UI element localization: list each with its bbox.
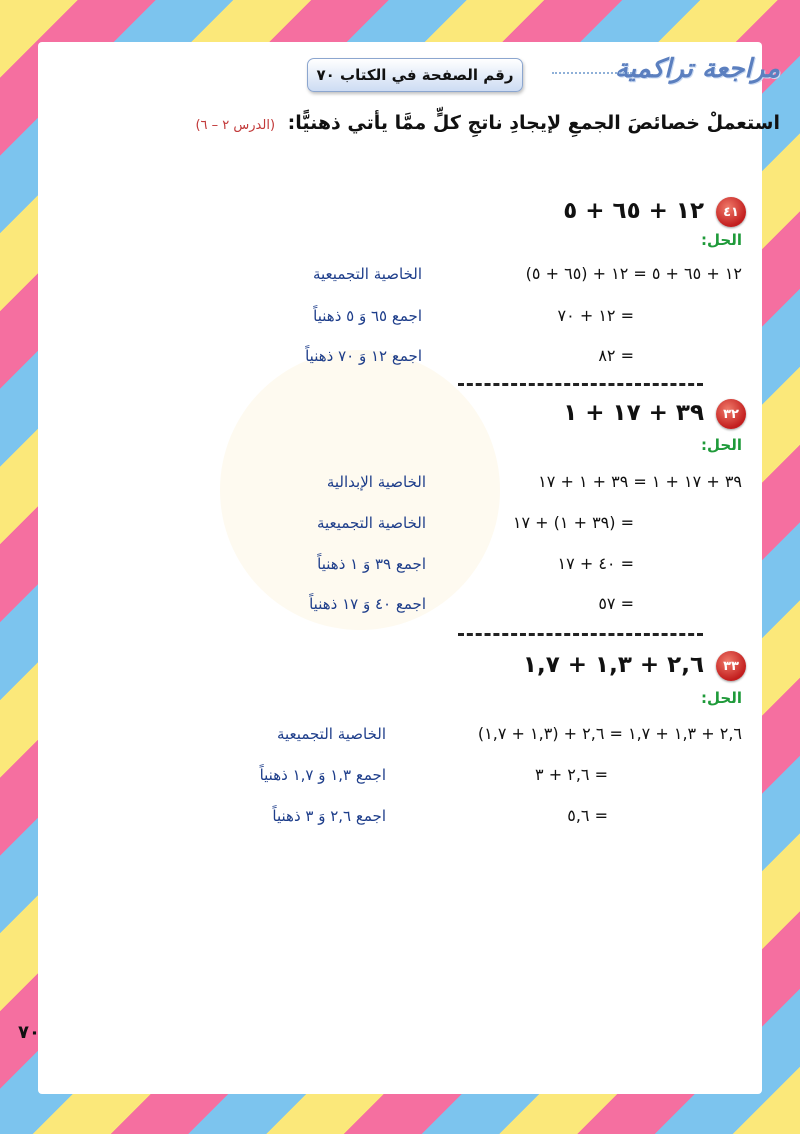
solution-step: = ٢,٦ + ٣ <box>535 765 608 784</box>
lesson-reference: (الدرس ٢ – ٦) <box>195 118 276 133</box>
solution-step: = ١٢ + ٧٠ <box>557 306 634 325</box>
book-page-button[interactable]: رقم الصفحة في الكتاب ٧٠ <box>307 58 523 92</box>
solution-step: ٢,٦ + ١,٣ + ١,٧ = ٢,٦ + (١,٣ + ١,٧) <box>477 724 742 743</box>
solution-step: = ٥,٦ <box>567 806 608 825</box>
problem-expression: ٢,٦ + ١,٣ + ١,٧ <box>522 652 704 678</box>
property-note: الخاصية التجميعية <box>316 514 426 532</box>
property-note: اجمع ٦٥ وَ ٥ ذهنياً <box>313 307 422 325</box>
page-title: مراجعة تراكمية <box>614 54 780 84</box>
solution-step: = ٥٧ <box>598 594 634 613</box>
property-note: الخاصية الإبدالية <box>326 473 426 491</box>
problem-number-badge: ٤١ <box>716 197 746 227</box>
solution-step: = ٤٠ + ١٧ <box>557 554 634 573</box>
problem-number-badge: ٣٣ <box>716 651 746 681</box>
problem-expression: ٣٩ + ١٧ + ١ <box>563 400 704 426</box>
solution-label: الحل: <box>701 436 742 454</box>
property-note: اجمع ٤٠ وَ ١٧ ذهنياً <box>309 595 426 613</box>
problem-number-badge: ٣٢ <box>716 399 746 429</box>
solution-label: الحل: <box>701 231 742 249</box>
property-note: اجمع ١٢ وَ ٧٠ ذهنياً <box>305 347 422 365</box>
property-note: اجمع ٣٩ وَ ١ ذهنياً <box>317 555 426 573</box>
solution-step: ١٢ + ٦٥ + ٥ = ١٢ + (٦٥ + ٥) <box>525 264 742 283</box>
problem-expression: ١٢ + ٦٥ + ٥ <box>563 198 704 224</box>
property-note: اجمع ٢,٦ وَ ٣ ذهنياً <box>272 807 386 825</box>
solution-label: الحل: <box>701 689 742 707</box>
instruction-text: استعملْ خصائصَ الجمعِ لإيجادِ ناتجِ كلٍّ ممَّا يأتي ذهنيًّا: <box>287 112 780 134</box>
solution-step: = (٣٩ + ١) + ١٧ <box>512 513 634 532</box>
instruction <box>195 112 780 134</box>
property-note: اجمع ١,٣ وَ ١,٧ ذهنياً <box>259 766 386 784</box>
solution-step: = ٨٢ <box>598 346 634 365</box>
page-number: ٧٠ <box>18 1022 40 1043</box>
section-divider <box>458 633 703 636</box>
solution-step: ٣٩ + ١٧ + ١ = ٣٩ + ١ + ١٧ <box>538 472 742 491</box>
property-note: الخاصية التجميعية <box>312 265 422 283</box>
property-note: الخاصية التجميعية <box>276 725 386 743</box>
header-dotted-line <box>552 72 632 74</box>
section-divider <box>458 383 703 386</box>
